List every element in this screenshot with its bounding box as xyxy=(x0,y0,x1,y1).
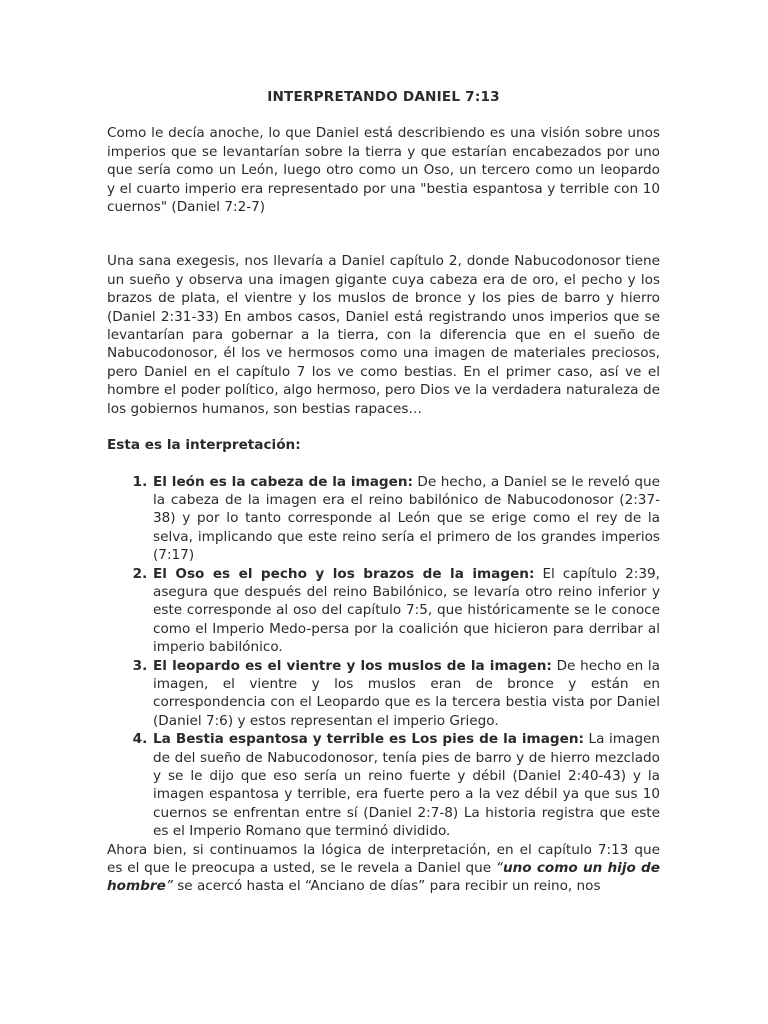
list-item xyxy=(152,473,660,565)
list-item xyxy=(152,730,660,840)
list-item-text: La imagen de del sueño de Nabucodonosor, tenía pies de barro y de hierro mezclado y se le dijo que eso sería un reino fuerte y débil (Daniel 2:40-43) y la imagen espantosa y terrible, era fuerte pero a la vez débil ya que sus 10 cuernos se enfrentan entre sí (Daniel 2:7-8) La historia registra que este es el Imperio Romano que terminó dividido. xyxy=(153,731,660,840)
closing-text-middle: se acercó hasta el xyxy=(172,878,306,895)
list-item-text: El capítulo 2:39, asegura que después del reino Babilónico, se levaría otro reino inferior y este corresponde al oso del capítulo 7:5, que históricamente se le conoce como el Imperio Medo-persa por la coalición que hicieron para derribar al imperio babilónico. xyxy=(153,565,660,656)
list-item-lead: El leopardo es el vientre y los muslos de la imagen: xyxy=(153,657,552,674)
closing-text-before: Ahora bien, si continuamos la lógica de interpretación, en el capítulo 7:13 que es el que le preocupa a usted, se le revela a Daniel que xyxy=(107,841,660,877)
section-subheading: Esta es la interpretación: xyxy=(107,437,301,454)
closing-quote-close: ” xyxy=(165,878,173,895)
list-item xyxy=(152,565,660,657)
paragraph-closing xyxy=(107,841,660,896)
list-item-text: De hecho en la imagen, el vientre y los muslos eran de bronce y están en correspondencia con el Leopardo que es la tercera bestia vista por Daniel (Daniel 7:6) y estos representan el imperio Griego. xyxy=(153,657,661,729)
list-item-text: De hecho, a Daniel se le reveló que la cabeza de la imagen era el reino babilónico de Nabucodonosor (2:37-38) y por lo tanto corresponde al León que se erige como el rey de la selva, implicando que este reino sería el primero de los grandes imperios (7:17) xyxy=(153,473,660,564)
list-item xyxy=(152,657,660,731)
closing-emphasis: uno como un hijo de hombre xyxy=(107,860,660,895)
interpretation-list xyxy=(107,473,660,841)
document-page xyxy=(107,88,660,896)
paragraph-exegesis: Una sana exegesis, nos llevaría a Daniel capítulo 2, donde Nabucodonosor tiene un sueño y observa una imagen gigante cuya cabeza era de oro, el pecho y los brazos de plata, el vientre y los muslos de bronce y los pies de barro y hierro (Daniel 2:31-33) En ambos casos, Daniel está registrando unos imperios que se levantarían para gobernar a la tierra, con la diferencia que en el sueño de Nabucodonosor, él los ve hermosos como una imagen de materiales preciosos, pero Daniel en el capítulo 7 los ve como bestias. En el primer caso, así ve el hombre el poder político, algo hermoso, pero Dios ve la verdadera naturaleza de los gobiernos humanos, son bestias rapaces… xyxy=(107,253,660,417)
list-item-lead: La Bestia espantosa y terrible es Los pies de la imagen: xyxy=(153,731,584,748)
closing-quoted-phrase: “Anciano de días” xyxy=(305,878,426,895)
list-item-lead: El Oso es el pecho y los brazos de la imagen: xyxy=(153,565,535,582)
list-item-lead: El león es la cabeza de la imagen: xyxy=(153,473,413,490)
paragraph-intro: Como le decía anoche, lo que Daniel está describiendo es una visión sobre unos imperios que se levantarían sobre la tierra y que estarían encabezados por uno que sería como un León, luego otro como un Oso, un tercero como un leopardo y el cuarto imperio era representado por una "bestia espantosa y terrible con 10 cuernos" (Daniel 7:2-7) xyxy=(107,125,660,216)
closing-text-after: para recibir un reino, nos xyxy=(425,878,601,895)
document-title: INTERPRETANDO DANIEL 7:13 xyxy=(267,89,500,105)
closing-quote-open: “ xyxy=(495,860,503,877)
